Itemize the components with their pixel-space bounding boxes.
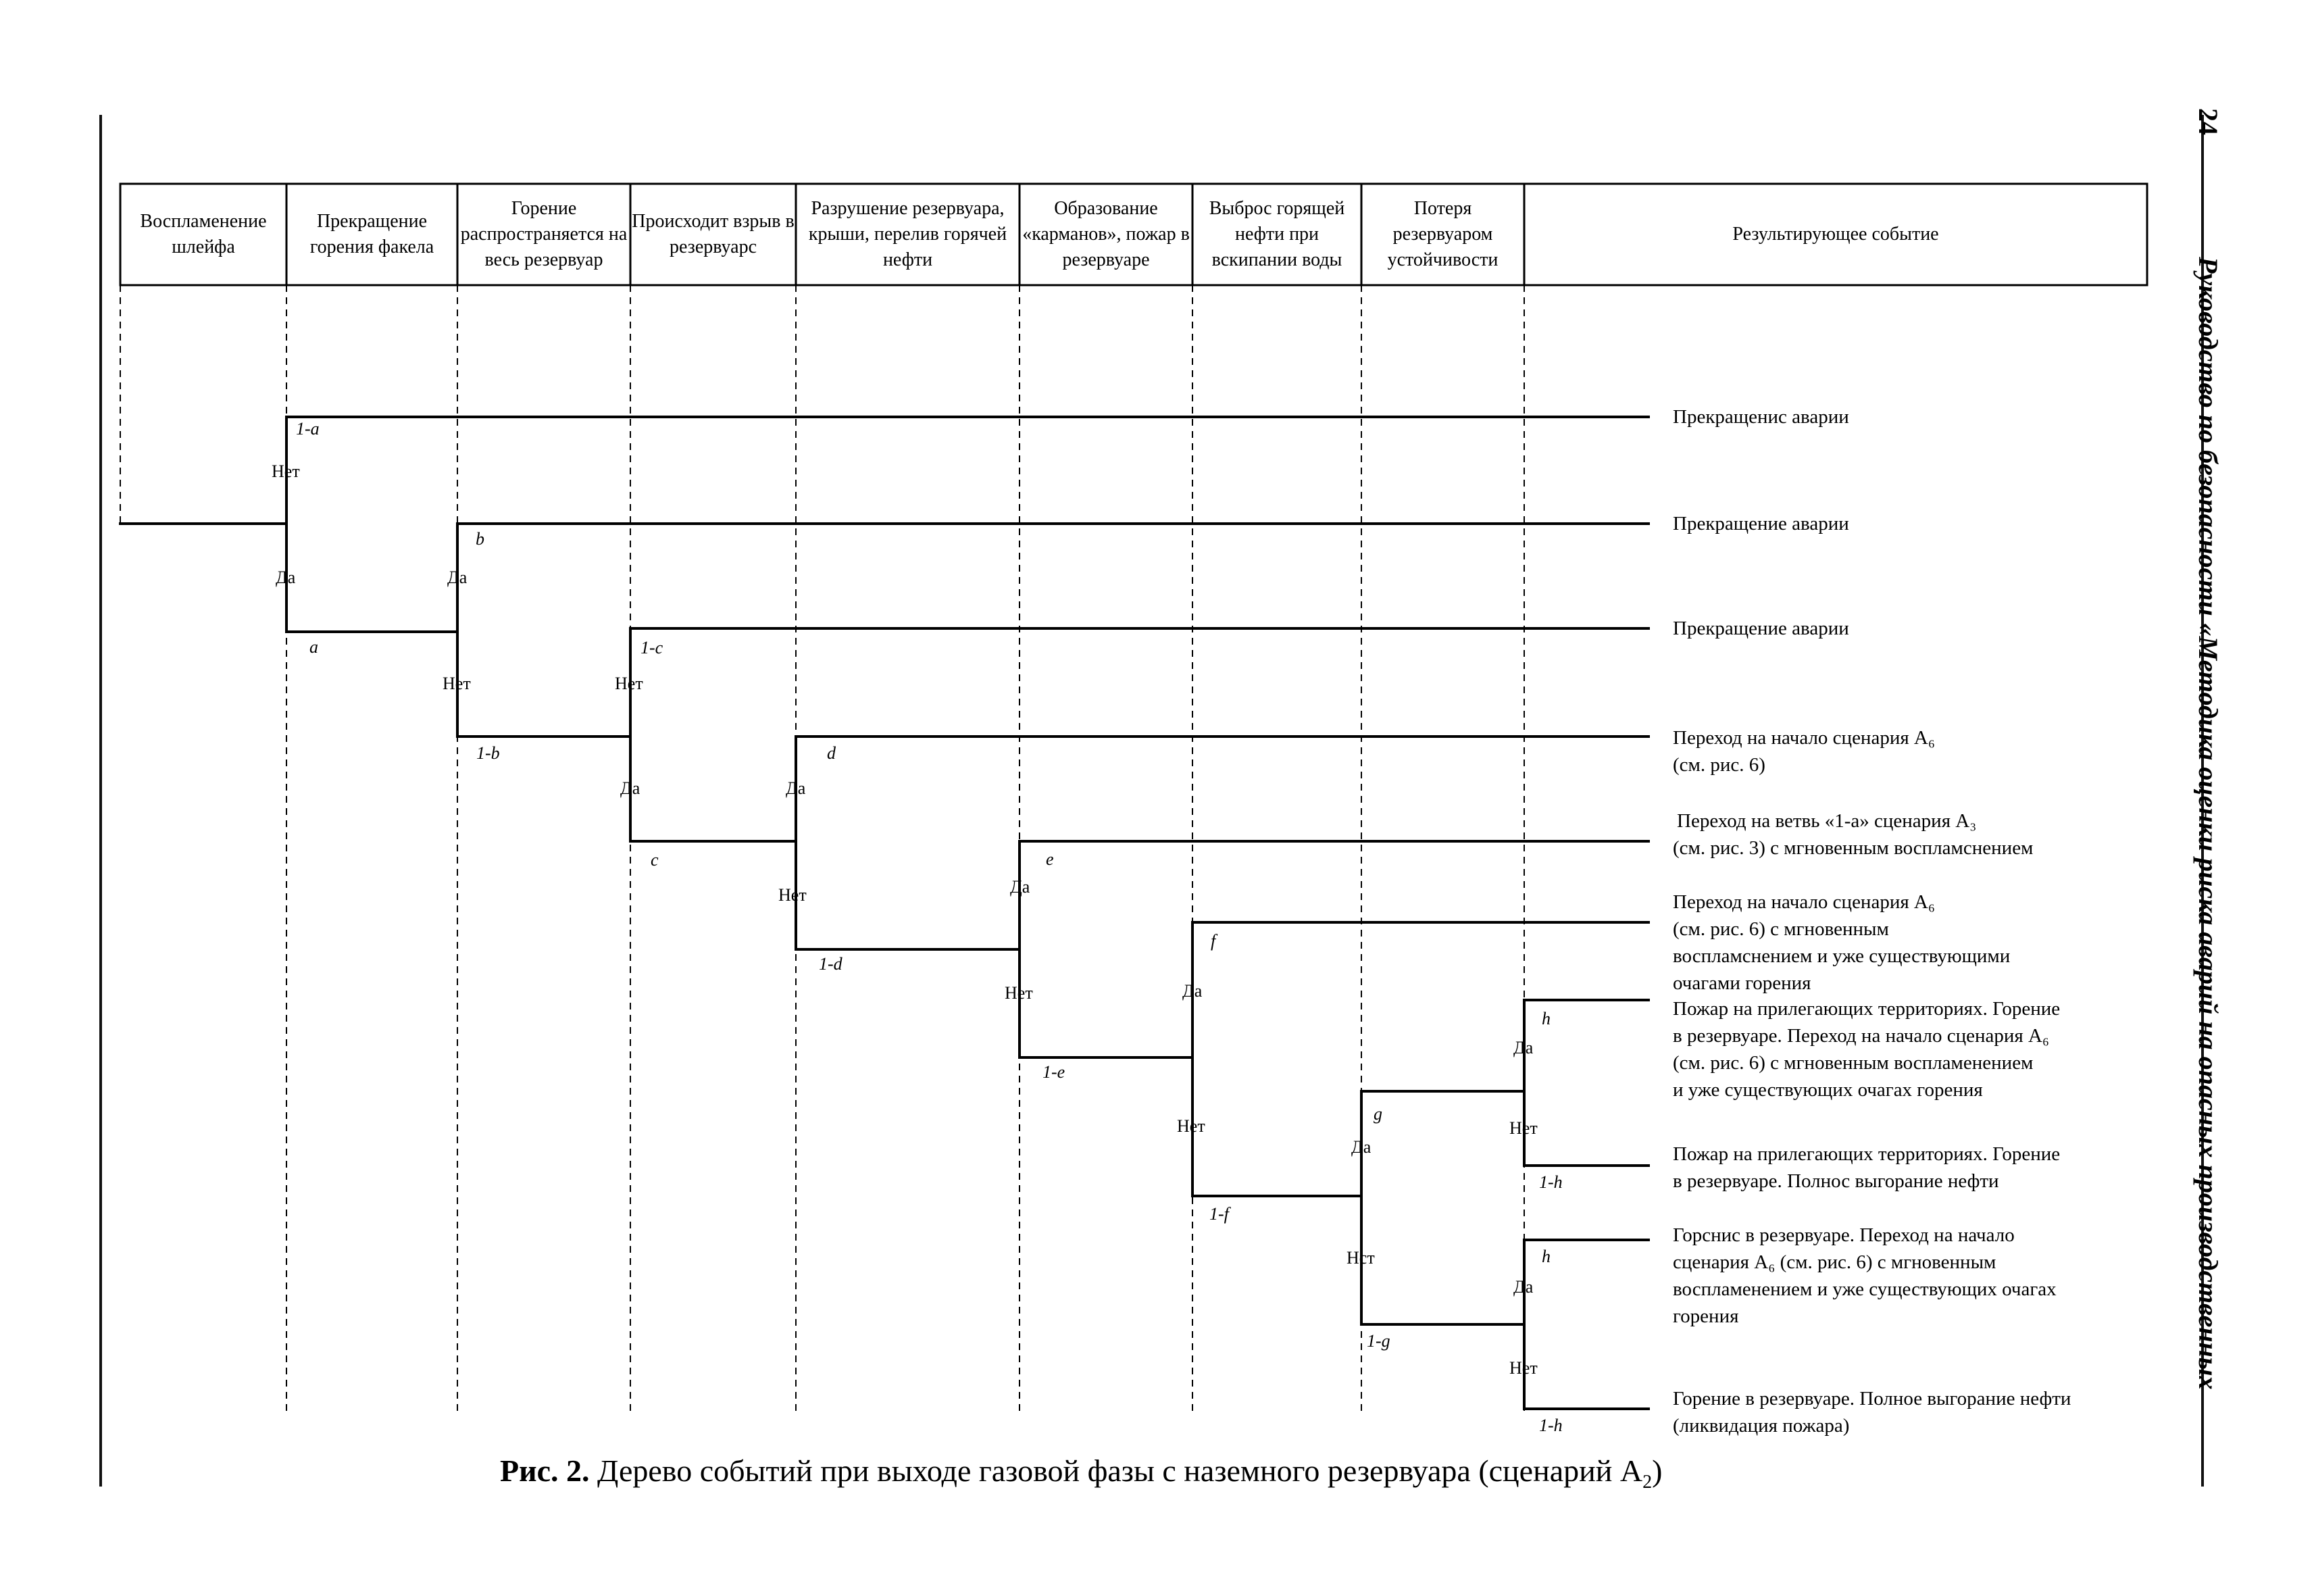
prob-label: a — [309, 637, 318, 657]
prob-label: c — [651, 850, 659, 870]
prob-label: 1-h — [1539, 1172, 1563, 1192]
outcome-10 — [1673, 1385, 2071, 1439]
prob-label: h — [1542, 1247, 1551, 1266]
yes-label: Да — [1010, 877, 1030, 897]
header-boilover: Выброс горящей нефти при вскипании воды — [1209, 198, 1345, 270]
header-explosion: Происходит взрыв в резервуарс — [632, 211, 795, 257]
outcome-line: Переход на начало сценария А₆ — [1673, 891, 1935, 913]
outcome-line: Пожар на прилегающих территориях. Горение — [1673, 1143, 2061, 1165]
yes-label: Да — [1182, 981, 1203, 1001]
prob-label: 1-h — [1539, 1416, 1563, 1435]
outcome-line: Прекращение аварии — [1673, 513, 1849, 534]
yes-label: Да — [1351, 1137, 1372, 1157]
no-label: Нет — [1177, 1116, 1205, 1136]
outcome-line: и уже существующих очагах горения — [1673, 1079, 1983, 1101]
outcome-8 — [1673, 1141, 2060, 1195]
column-guides — [120, 285, 1524, 1412]
no-label: Нст — [1347, 1248, 1375, 1268]
caption-subscript: 2 — [1642, 1472, 1653, 1493]
outcome-line: (ликвидация пожара) — [1673, 1415, 1850, 1437]
outcome-line: Переход на ветвь «1-а» сценария А₃ — [1677, 810, 1977, 832]
outcome-line: воспламенением и уже существующих очагах — [1673, 1278, 2057, 1300]
header-stability-loss: Потеря резервуаром устойчивости — [1387, 198, 1499, 270]
outcome-line: в резервуаре. Переход на начало сценария А₆ — [1673, 1025, 2050, 1047]
prob-label: b — [476, 529, 484, 549]
page-number: 24 — [2193, 108, 2223, 135]
outcome-2 — [1673, 510, 1849, 537]
yes-label: Да — [276, 568, 296, 587]
header-plume-ignition: Воспламенение шлейфа — [140, 211, 267, 257]
caption-text: Дерево событий при выходе газовой фазы с наземного резервуара (сценарий А — [589, 1453, 1643, 1488]
header-flare-stop: Прекращение горения факела — [309, 211, 434, 257]
outcome-9 — [1673, 1222, 2057, 1330]
prob-label: 1-f — [1209, 1204, 1229, 1224]
caption-close: ) — [1652, 1453, 1663, 1488]
prob-label: 1-a — [296, 419, 320, 439]
outcome-1 — [1673, 403, 1849, 430]
outcome-line: Прекращенис аварии — [1673, 406, 1849, 428]
tree-branches — [120, 417, 1649, 1409]
no-label: Нет — [443, 674, 471, 693]
figure-caption — [500, 1453, 1662, 1493]
yes-label: Да — [1513, 1038, 1534, 1057]
outcome-line: Горение в резервуаре. Полное выгорание нефти — [1673, 1388, 2071, 1410]
no-label: Нет — [778, 885, 807, 905]
outcome-line: Горснис в резервуаре. Переход на начало — [1673, 1224, 2015, 1246]
prob-label: e — [1046, 849, 1054, 869]
prob-label: d — [827, 743, 836, 763]
outcome-line: (см. рис. 3) с мгновенным воспламснением — [1673, 837, 2034, 859]
yes-label: Да — [786, 778, 806, 798]
caption-prefix: Рис. 2. — [500, 1453, 590, 1488]
outcome-line: Пожар на прилегающих территориях. Горение — [1673, 998, 2061, 1020]
prob-label: h — [1542, 1009, 1551, 1028]
yes-label: Да — [620, 778, 640, 798]
prob-label: g — [1374, 1104, 1382, 1124]
prob-label: 1-c — [640, 638, 663, 657]
no-label: Нет — [615, 674, 643, 693]
outcome-line: горения — [1673, 1305, 1739, 1327]
outcome-6 — [1673, 889, 2010, 997]
outcome-line: сценария А₆ (см. рис. 6) с мгновенным — [1673, 1251, 1996, 1273]
outcome-7 — [1673, 995, 2060, 1103]
header-fire-spread: Горение распространяется на весь резервуар — [460, 198, 628, 270]
outcome-5 — [1673, 807, 2034, 862]
outcome-3 — [1673, 615, 1849, 642]
outcome-line: Прекращение аварии — [1673, 618, 1849, 639]
header-resulting-event: Результирующее событие — [1732, 224, 1939, 245]
no-label: Нет — [1005, 983, 1033, 1003]
no-label: Нет — [1509, 1358, 1538, 1378]
yes-label: Да — [447, 568, 468, 587]
header-pockets: Образование «карманов», пожар в резервуаре — [1022, 198, 1190, 270]
outcome-4 — [1673, 724, 1935, 778]
prob-label: 1-d — [819, 954, 842, 974]
no-label: Нет — [1509, 1118, 1538, 1138]
prob-label: f — [1211, 931, 1216, 951]
header-tank-destruction: Разрушение резервуара, крыши, перелив горячей нефти — [808, 198, 1007, 270]
outcome-line: (см. рис. 6) с мгновенным воспламенением — [1673, 1052, 2034, 1074]
outcome-line: (см. рис. 6) с мгновенным — [1673, 918, 1889, 940]
outcome-line: (см. рис. 6) — [1673, 754, 1765, 776]
outcome-line: в резервуаре. Полнос выгорание нефти — [1673, 1170, 1999, 1192]
no-label: Нет — [272, 462, 300, 481]
yes-label: Да — [1513, 1277, 1534, 1297]
prob-label: 1-e — [1042, 1062, 1065, 1082]
outcome-line: Переход на начало сценария А₆ — [1673, 727, 1935, 749]
prob-label: 1-g — [1367, 1331, 1390, 1351]
outcome-line: воспламснением и уже существующими — [1673, 945, 2011, 967]
prob-label: 1-b — [476, 743, 500, 763]
outcome-line: очагами горения — [1673, 972, 1811, 994]
running-title: Руководство по безопасности «Методика оценки риска аварий на опасных производственных — [2193, 257, 2223, 1390]
